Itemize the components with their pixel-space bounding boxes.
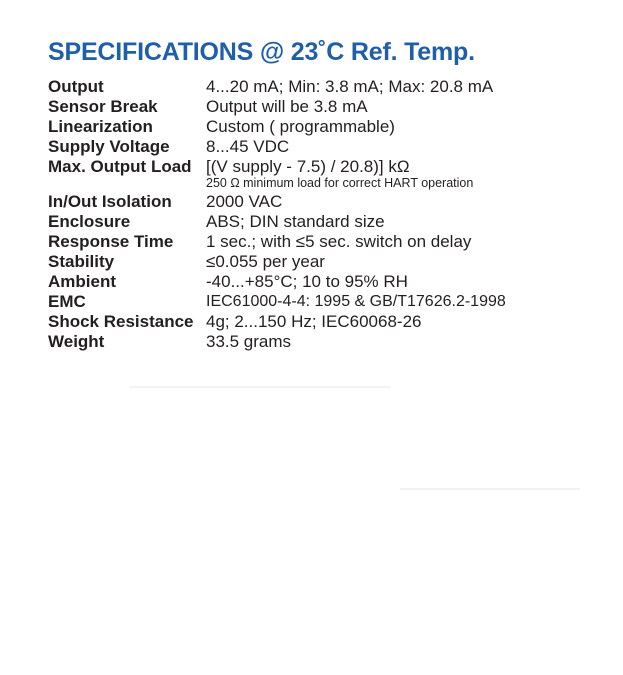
spec-value: 8...45 VDC <box>206 137 290 156</box>
spec-value: 2000 VAC <box>206 192 283 211</box>
spec-label: Shock Resistance <box>48 312 194 331</box>
spec-label: Response Time <box>48 232 174 251</box>
spec-value-group <box>206 157 473 192</box>
spec-label: In/Out Isolation <box>48 192 172 211</box>
spec-note: 250 Ω minimum load for correct HART operation <box>206 176 474 190</box>
spec-value: 4...20 mA; Min: 3.8 mA; Max: 20.8 mA <box>206 77 494 96</box>
spec-value: Custom ( programmable) <box>206 117 395 136</box>
spec-label: Output <box>48 77 104 96</box>
spec-label: Ambient <box>48 272 116 291</box>
spec-label: Max. Output Load <box>48 157 192 176</box>
page-title: SPECIFICATIONS @ 23˚C Ref. Temp. <box>48 38 475 66</box>
spec-row-max-output-load <box>48 157 588 192</box>
spec-label: EMC <box>48 292 86 311</box>
spec-row-enclosure <box>48 212 588 232</box>
spec-value: 33.5 grams <box>206 332 292 351</box>
spec-row-output <box>48 77 588 97</box>
spec-value: IEC61000-4-4: 1995 & GB/T17626.2-1998 <box>206 293 506 310</box>
spec-row-weight <box>48 332 588 352</box>
faint-scan-artifact <box>130 386 390 388</box>
spec-row-stability <box>48 252 588 272</box>
spec-label: Stability <box>48 252 115 271</box>
spec-label: Enclosure <box>48 212 131 231</box>
specifications-table <box>48 77 588 352</box>
spec-label: Supply Voltage <box>48 137 170 156</box>
spec-row-linearization <box>48 117 588 137</box>
spec-value: ABS; DIN standard size <box>206 212 385 231</box>
spec-row-response-time <box>48 232 588 252</box>
spec-row-ambient <box>48 272 588 292</box>
spec-label: Sensor Break <box>48 97 158 116</box>
spec-row-emc <box>48 292 588 312</box>
spec-value: -40...+85°C; 10 to 95% RH <box>206 272 408 291</box>
spec-label: Linearization <box>48 117 153 136</box>
spec-value: ≤0.055 per year <box>206 252 325 271</box>
spec-row-shock-resistance <box>48 312 588 332</box>
spec-row-sensor-break <box>48 97 588 117</box>
spec-value: 1 sec.; with ≤5 sec. switch on delay <box>206 232 472 251</box>
spec-value: Output will be 3.8 mA <box>206 97 368 116</box>
spec-row-supply-voltage <box>48 137 588 157</box>
spec-value: 4g; 2...150 Hz; IEC60068-26 <box>206 312 422 331</box>
spec-label: Weight <box>48 332 105 351</box>
spec-row-in-out-isolation <box>48 192 588 212</box>
faint-scan-artifact <box>400 488 580 490</box>
spec-value: [(V supply - 7.5) / 20.8)] kΩ <box>206 157 410 176</box>
